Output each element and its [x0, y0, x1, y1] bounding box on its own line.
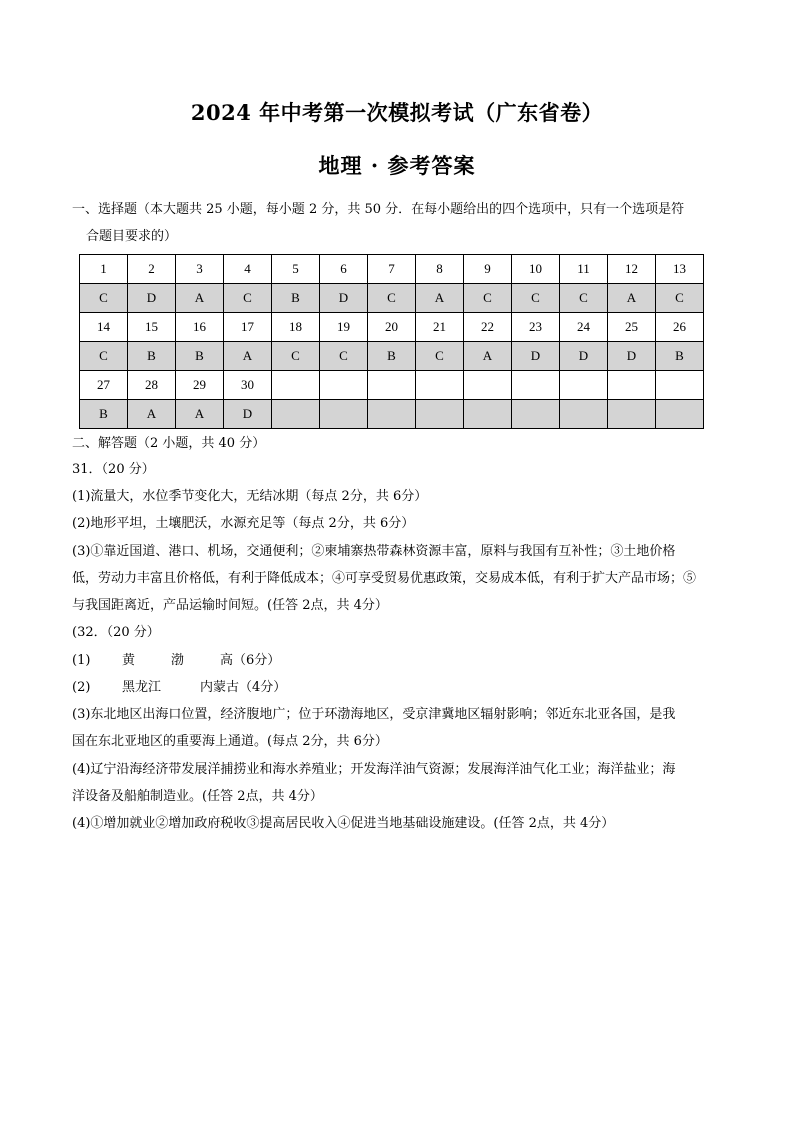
- answer-cell: C: [416, 342, 464, 371]
- question-number-cell: 15: [128, 313, 176, 342]
- q32-part4-line1: (4)辽宁沿海经济带发展洋捕捞业和海水养殖业；开发海洋油气资源；发展海洋油气化工业；海洋盐业；海: [72, 762, 676, 777]
- answer-cell: [272, 400, 320, 429]
- question-number-cell: 7: [368, 255, 416, 284]
- section1-heading-cont: 合题目要求的）: [86, 229, 178, 244]
- question-number-cell: 11: [560, 255, 608, 284]
- answer-cell: C: [224, 284, 272, 313]
- answer-cell: A: [464, 342, 512, 371]
- answer-cell: B: [368, 342, 416, 371]
- number-row: [80, 313, 704, 342]
- question-number-cell: 8: [416, 255, 464, 284]
- question-number-cell: [368, 371, 416, 400]
- answer-cell: [512, 400, 560, 429]
- q32-title: (32．（20 分）: [72, 625, 160, 640]
- answer-row: [80, 400, 704, 429]
- q32-part2-label: (2): [72, 680, 91, 695]
- question-number-cell: 20: [368, 313, 416, 342]
- answer-cell: D: [560, 342, 608, 371]
- answer-cell: B: [128, 342, 176, 371]
- answer-cell: A: [224, 342, 272, 371]
- q32-part5: (4)①增加就业②增加政府税收③提高居民收入④促进当地基础设施建设。(任答 2点，共 4分）: [72, 816, 615, 831]
- answer-cell: C: [320, 342, 368, 371]
- number-row: [80, 255, 704, 284]
- question-number-cell: [656, 371, 704, 400]
- answer-cell: C: [512, 284, 560, 313]
- question-number-cell: [320, 371, 368, 400]
- answer-cell: B: [656, 342, 704, 371]
- q32-part3-line1: (3)东北地区出海口位置，经济腹地广；位于环渤海地区，受京津冀地区辐射影响；邻近东北亚各国，是我: [72, 707, 676, 722]
- question-number-cell: 12: [608, 255, 656, 284]
- question-number-cell: 27: [80, 371, 128, 400]
- answer-cell: C: [560, 284, 608, 313]
- answer-cell: D: [128, 284, 176, 313]
- answer-cell: A: [176, 284, 224, 313]
- q31-part3-line3: 与我国距离近，产品运输时间短。(任答 2点，共 4分）: [72, 598, 388, 613]
- page-title: 2024 年中考第一次模拟考试（广东省卷）: [190, 100, 604, 125]
- answer-cell: C: [464, 284, 512, 313]
- answer-cell: [464, 400, 512, 429]
- answer-cell: C: [656, 284, 704, 313]
- number-row: [80, 371, 704, 400]
- answer-cell: B: [272, 284, 320, 313]
- answer-cell: A: [128, 400, 176, 429]
- question-number-cell: 23: [512, 313, 560, 342]
- question-number-cell: [560, 371, 608, 400]
- answer-cell: [416, 400, 464, 429]
- question-number-cell: 18: [272, 313, 320, 342]
- answer-cell: A: [416, 284, 464, 313]
- question-number-cell: [416, 371, 464, 400]
- answer-cell: C: [80, 342, 128, 371]
- q31-part3-line1: (3)①靠近国道、港口、机场，交通便利；②柬埔寨热带森林资源丰富，原料与我国有互补性；③土地价格: [72, 544, 676, 559]
- question-number-cell: 19: [320, 313, 368, 342]
- q32-part2-answer-b: 内蒙古（4分）: [200, 680, 287, 695]
- question-number-cell: 3: [176, 255, 224, 284]
- question-number-cell: 21: [416, 313, 464, 342]
- question-number-cell: 5: [272, 255, 320, 284]
- question-number-cell: [464, 371, 512, 400]
- question-number-cell: [608, 371, 656, 400]
- page-subtitle: 地理 · 参考答案: [318, 153, 476, 178]
- question-number-cell: 10: [512, 255, 560, 284]
- question-number-cell: 25: [608, 313, 656, 342]
- question-number-cell: 17: [224, 313, 272, 342]
- answer-row: [80, 342, 704, 371]
- answer-cell: A: [176, 400, 224, 429]
- question-number-cell: 14: [80, 313, 128, 342]
- answer-cell: C: [272, 342, 320, 371]
- answer-row: [80, 284, 704, 313]
- q31-part3-line2: 低，劳动力丰富且价格低，有利于降低成本；④可享受贸易优惠政策，交易成本低，有利于扩大产品市场；⑤: [72, 571, 697, 586]
- answer-cell: C: [368, 284, 416, 313]
- answer-cell: [656, 400, 704, 429]
- question-number-cell: 22: [464, 313, 512, 342]
- answer-cell: [560, 400, 608, 429]
- answer-cell: [320, 400, 368, 429]
- question-number-cell: 29: [176, 371, 224, 400]
- answer-cell: [608, 400, 656, 429]
- question-number-cell: 4: [224, 255, 272, 284]
- answer-table: [79, 254, 704, 429]
- question-number-cell: [512, 371, 560, 400]
- q32-part1-answer-b: 渤: [171, 653, 185, 668]
- section1-heading: 一、选择题（本大题共 25 小题，每小题 2 分，共 50 分．在每小题给出的四个选项中，只有一个选项是符: [72, 202, 685, 217]
- q31-part1: (1)流量大，水位季节变化大，无结冰期（每点 2分，共 6分）: [72, 489, 428, 504]
- q32-part1-label: (1): [72, 653, 91, 668]
- question-number-cell: 6: [320, 255, 368, 284]
- question-number-cell: [272, 371, 320, 400]
- question-number-cell: 26: [656, 313, 704, 342]
- q32-part1-answer-c: 高（6分）: [220, 653, 281, 668]
- section2-heading: 二、解答题（2 小题，共 40 分）: [72, 436, 266, 451]
- answer-cell: D: [320, 284, 368, 313]
- answer-cell: [368, 400, 416, 429]
- question-number-cell: 2: [128, 255, 176, 284]
- q32-part1-answer-a: 黄: [122, 653, 136, 668]
- question-number-cell: 30: [224, 371, 272, 400]
- question-number-cell: 1: [80, 255, 128, 284]
- question-number-cell: 9: [464, 255, 512, 284]
- question-number-cell: 28: [128, 371, 176, 400]
- question-number-cell: 13: [656, 255, 704, 284]
- q31-title: 31．（20 分）: [72, 462, 155, 477]
- q31-part2: (2)地形平坦，土壤肥沃，水源充足等（每点 2分，共 6分）: [72, 516, 415, 531]
- answer-cell: D: [608, 342, 656, 371]
- answer-cell: D: [224, 400, 272, 429]
- q32-part2-answer-a: 黑龙江: [122, 680, 162, 695]
- answer-cell: B: [80, 400, 128, 429]
- question-number-cell: 24: [560, 313, 608, 342]
- answer-cell: B: [176, 342, 224, 371]
- answer-cell: D: [512, 342, 560, 371]
- answer-cell: A: [608, 284, 656, 313]
- q32-part4-line2: 洋设备及船舶制造业。(任答 2点，共 4分）: [72, 789, 323, 804]
- q32-part3-line2: 国在东北亚地区的重要海上通道。(每点 2分，共 6分）: [72, 734, 388, 749]
- answer-cell: C: [80, 284, 128, 313]
- question-number-cell: 16: [176, 313, 224, 342]
